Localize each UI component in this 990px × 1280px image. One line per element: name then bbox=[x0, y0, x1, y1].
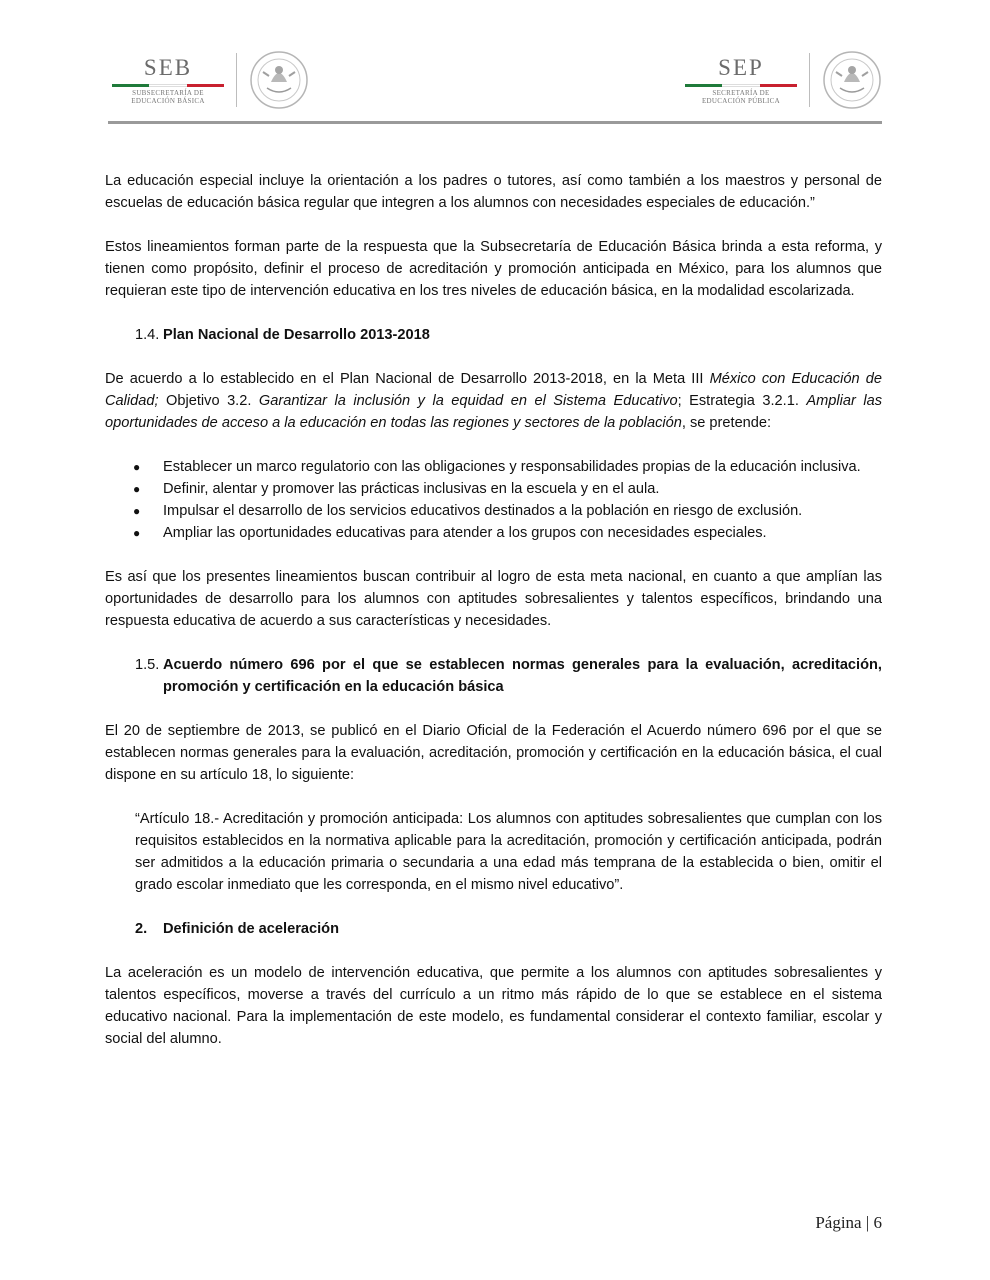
list-item: ● Impulsar el desarrollo de los servicios educativos destinados a la población en riesgo de exclusión. bbox=[105, 500, 882, 522]
sep-logo bbox=[685, 50, 882, 110]
page-number: Página | 6 bbox=[815, 1213, 882, 1232]
section-heading-1-5 bbox=[135, 654, 882, 698]
mexico-coat-of-arms-seal bbox=[822, 50, 882, 110]
mexico-coat-of-arms-seal bbox=[249, 50, 309, 110]
block-quote: “Artículo 18.- Acreditación y promoción anticipada: Los alumnos con aptitudes sobresalientes que cumplan con los requisitos establecidos en la normativa aplicable para la acreditación, promoción y certificación anticipada, podrán ser admitidos a la educación primaria o secundaria a una edad más temprana de la establecida o bien, omitir el grado escolar inmediato que les corresponda, en el mismo nivel educativo”. bbox=[135, 811, 882, 893]
paragraph: La aceleración es un modelo de intervención educativa, que permite a los alumnos con aptitudes sobresalientes y talentos específicos, moverse a través del currículo a un ritmo más rápido de lo que se establece en el sistema educativo nacional. Para la implementación de este modelo, es fundamental considerar el contexto familiar, escolar y social del alumno. bbox=[105, 965, 882, 1047]
paragraph: Es así que los presentes lineamientos buscan contribuir al logro de esta meta nacional, en cuanto a que amplían las oportunidades de desarrollo para los alumnos con aptitudes sobresalientes y talentos específicos, brindando una respuesta educativa de acuerdo a sus características y necesidades. bbox=[105, 569, 882, 629]
bullet-list bbox=[105, 456, 882, 544]
paragraph: La educación especial incluye la orientación a los padres o tutores, así como también a los maestros y personal de escuelas de educación básica regular que integren a los alumnos con necesidades especiales de educación.” bbox=[105, 173, 882, 211]
section-heading-2 bbox=[135, 918, 882, 940]
seb-acronym: SEB bbox=[143, 55, 193, 80]
sep-subtitle-line1: SECRETARÍA DE bbox=[712, 89, 770, 97]
header-rule bbox=[108, 121, 882, 124]
document-body bbox=[105, 170, 882, 1050]
section-number: 1.4. bbox=[135, 327, 160, 343]
section-number: 1.5. bbox=[135, 657, 160, 673]
sep-subtitle-line2: EDUCACIÓN PÚBLICA bbox=[701, 97, 781, 105]
paragraph: El 20 de septiembre de 2013, se publicó en el Diario Oficial de la Federación el Acuerdo número 696 por el que se establecen normas generales para la evaluación, acreditación, promoción y certificación en la educación básica, el cual dispone en su artículo 18, lo siguiente: bbox=[105, 723, 882, 783]
seb-logo bbox=[112, 50, 309, 110]
bullet-icon: ● bbox=[133, 504, 141, 518]
bullet-icon: ● bbox=[133, 526, 141, 540]
section-heading-1-4 bbox=[135, 324, 882, 346]
bullet-icon: ● bbox=[133, 482, 141, 496]
section-number: 2. bbox=[135, 921, 148, 937]
list-item: ● Definir, alentar y promover las prácticas inclusivas en la escuela y en el aula. bbox=[105, 478, 882, 500]
sep-acronym: SEP bbox=[718, 55, 764, 80]
seb-subtitle-line1: SUBSECRETARÍA DE bbox=[132, 89, 204, 97]
section-title: Plan Nacional de Desarrollo 2013-2018 bbox=[163, 327, 430, 343]
page-header bbox=[108, 50, 882, 124]
tricolor-bar bbox=[685, 84, 797, 87]
logo-divider bbox=[236, 53, 237, 107]
tricolor-bar bbox=[112, 84, 224, 87]
logo-divider bbox=[809, 53, 810, 107]
paragraph: Estos lineamientos forman parte de la respuesta que la Subsecretaría de Educación Básica brinda a esta reforma, y tienen como propósito, definir el proceso de acreditación y promoción anticipada en México, para los alumnos que requieran este tipo de intervención educativa en los tres niveles de educación básica, en la modalidad escolarizada. bbox=[105, 239, 882, 299]
bullet-icon: ● bbox=[133, 460, 141, 474]
section-title: Definición de aceleración bbox=[163, 921, 339, 937]
list-item: ● Establecer un marco regulatorio con las obligaciones y responsabilidades propias de la educación inclusiva. bbox=[105, 456, 882, 478]
seb-subtitle-line2: EDUCACIÓN BÁSICA bbox=[131, 97, 205, 105]
section-title: Acuerdo número 696 por el que se establecen normas generales para la evaluación, acreditación, promoción y certificación en la educación básica bbox=[163, 657, 882, 695]
list-item: ● Ampliar las oportunidades educativas para atender a los grupos con necesidades especiales. bbox=[105, 522, 882, 544]
paragraph: De acuerdo a lo establecido en el Plan Nacional de Desarrollo 2013-2018, en la Meta III México con Educación de Calidad; Objetivo 3.2. Garantizar la inclusión y la equidad en el Sistema Educativo; Estrategia 3.2.1. Ampliar las oportunidades de acceso a la educación en todas las regiones y sectores de la población, se pretende: bbox=[105, 371, 882, 431]
